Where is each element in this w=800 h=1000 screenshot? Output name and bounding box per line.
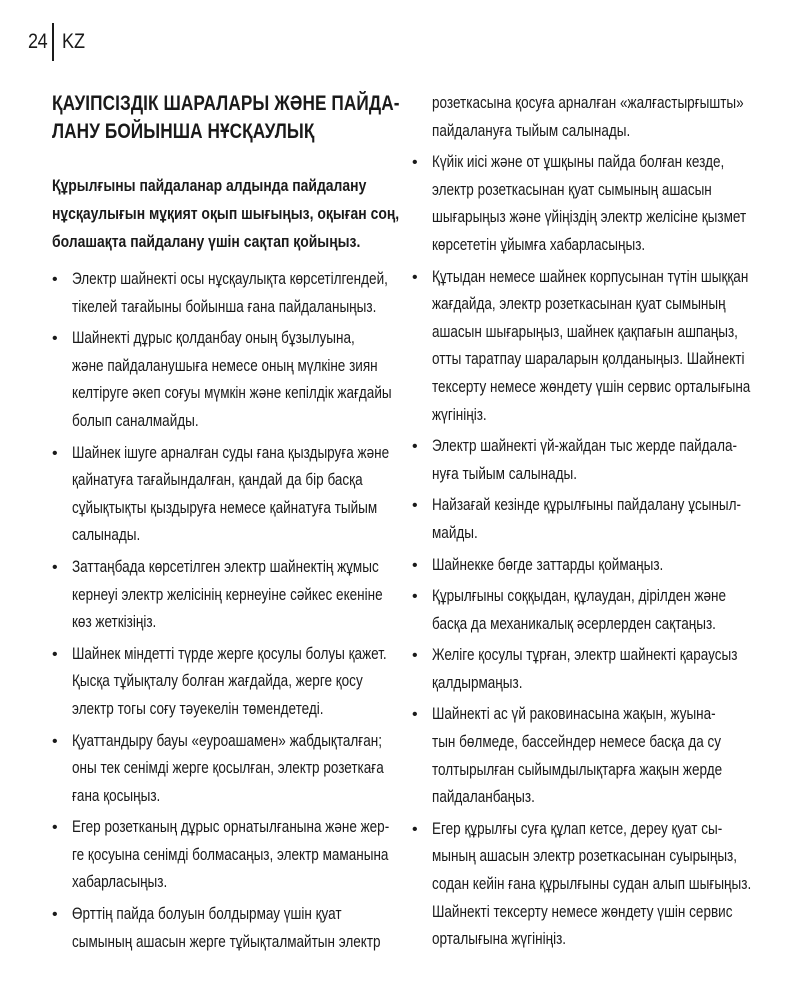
title-line: ҚАУІПСІЗДІК ШАРАЛАРЫ ЖӘНЕ ПАЙДА- <box>52 92 400 115</box>
list-item-line: ге қосуына сенімді болмасаңыз, электр маманына <box>72 845 389 864</box>
list-item-line: Электр шайнекті осы нұсқаулықта көрсетілгендей, <box>72 270 388 288</box>
list-item-line: басқа да механикалық әсерлерден сақтаңыз. <box>432 614 716 633</box>
list-item-line: электр тогы соғу тәуекелін төмендетеді. <box>72 699 324 718</box>
intro-line: Құрылғыны пайдаланар алдында пайдалану <box>52 176 367 195</box>
list-item-line: тын бөлмеде, бассейндер немесе басқа да су <box>432 733 722 752</box>
list-item-line: Шайнекті тексерту немесе жөндету үшін сервис <box>432 902 733 921</box>
list-item-line: Шайнекті дұрыс қолданбау оның бұзылуына, <box>72 329 355 348</box>
list-item-line: Шайнекті ас үй раковинасына жақын, жуына- <box>432 705 716 724</box>
continued-line: пайдалануға тыйым салынады. <box>432 121 631 140</box>
list-item-line: көрсететін ұйымға хабарласыңыз. <box>432 235 646 254</box>
right-column <box>412 90 762 958</box>
list-item <box>412 701 762 811</box>
list-item-line: тікелей тағайыны бойынша ғана пайдаланыңыз. <box>72 297 377 316</box>
list-item-line: электр розеткасынан қуат сымының ашасын <box>432 180 712 199</box>
bullet-icon: • <box>52 444 58 462</box>
list-item-line: пайдаланбаңыз. <box>432 788 535 807</box>
list-item <box>52 641 402 724</box>
bullet-icon: • <box>52 906 58 924</box>
list-item-line: көз жеткізіңіз. <box>72 613 157 632</box>
list-item <box>52 266 402 321</box>
list-item-line: толтырылған сыйымдылықтарға жақын жерде <box>432 760 723 779</box>
list-item-line: сымының ашасын жерге тұйықталмайтын электр <box>72 932 381 951</box>
page-number: 24 <box>28 30 48 53</box>
list-item <box>412 816 762 954</box>
continued-text <box>432 90 762 145</box>
bullet-icon: • <box>412 820 418 838</box>
list-item-line: Электр шайнекті үй-жайдан тыс жерде пайдала- <box>432 437 738 456</box>
list-item <box>412 642 762 697</box>
bullet-icon: • <box>412 154 418 172</box>
list-item-line: сұйықтықты қыздыруға немесе қайнатуға тыйым <box>72 498 378 517</box>
list-item-line: ғана қосыңыз. <box>72 786 161 805</box>
list-item-line: Найзағай кезінде құрылғыны пайдалану ұсыныл- <box>432 496 742 515</box>
continued-line: розеткасына қосуға арналған «жалғастырғышты» <box>432 94 744 112</box>
bullet-icon: • <box>412 438 418 456</box>
list-item-line: Шайнек міндетті түрде жерге қосулы болуы қажет. <box>72 644 387 663</box>
list-item <box>412 264 762 430</box>
bullet-icon: • <box>412 647 418 665</box>
list-item-line: майды. <box>432 523 478 542</box>
bullet-icon: • <box>52 645 58 663</box>
list-item <box>52 554 402 637</box>
title-line: ЛАНУ БОЙЫНША НҰСҚАУЛЫҚ <box>52 120 315 143</box>
section-title <box>52 90 402 146</box>
list-item-line: шығарыңыз және үйіңіздің электр желісіне қызмет <box>432 208 747 227</box>
intro-line: нұсқаулығын мұқият оқып шығыңыз, оқыған соң, <box>52 204 400 223</box>
intro-line: болашақта пайдалану үшін сақтап қойыңыз. <box>52 232 361 251</box>
list-item-line: оны тек сенімді жерге қосылған, электр розеткаға <box>72 759 384 778</box>
list-item <box>412 552 762 580</box>
list-item <box>52 814 402 897</box>
list-item-line: қайнатуға тағайындалған, қандай да бір басқа <box>72 471 363 490</box>
page-header <box>28 22 89 62</box>
list-item <box>52 440 402 550</box>
safety-list-left <box>52 266 402 956</box>
list-item <box>52 901 402 956</box>
list-item-line: ашасын шығарыңыз, шайнек қақпағын ашпаңыз, <box>432 322 738 341</box>
list-item-line: келтіруге әкеп соғуы мүмкін және кепілдік жағдайы <box>72 384 392 403</box>
intro-paragraph <box>52 172 402 256</box>
bullet-icon: • <box>52 819 58 837</box>
list-item-line: Құтыдан немесе шайнек корпусынан түтін шыққан <box>432 267 749 286</box>
list-item-line: қалдырмаңыз. <box>432 673 523 692</box>
list-item-line: мының ашасын электр розеткасынан суырыңыз, <box>432 847 738 866</box>
bullet-icon: • <box>412 588 418 606</box>
list-item-line: Өрттің пайда болуын болдырмау үшін қуат <box>72 905 342 924</box>
list-item-line: болып саналмайды. <box>72 411 199 430</box>
list-item-line: Егер розетканың дұрыс орнатылғанына және жер- <box>72 818 390 837</box>
left-column <box>52 90 402 960</box>
list-item-line: Егер құрылғы суға құлап кетсе, дереу қуат сы- <box>432 819 723 838</box>
list-item-line: Шайнекке бөгде заттарды қоймаңыз. <box>432 555 664 574</box>
list-item-line: Күйік иісі және от ұшқыны пайда болған кезде, <box>432 153 725 172</box>
list-item <box>412 583 762 638</box>
bullet-icon: • <box>52 271 58 288</box>
language-code: KZ <box>62 30 86 53</box>
list-item-line: орталығына жүгініңіз. <box>432 930 567 949</box>
list-item-line: Заттаңбада көрсетілген электр шайнектің жұмыс <box>72 557 379 576</box>
list-item-line: нуға тыйым салынады. <box>432 464 578 483</box>
list-item-line: хабарласыңыз. <box>72 873 168 892</box>
list-item-line: жүгініңіз. <box>432 405 487 424</box>
bullet-icon: • <box>52 558 58 576</box>
header-divider <box>52 23 54 61</box>
list-item-line: салынады. <box>72 526 141 545</box>
list-item <box>412 492 762 547</box>
bullet-icon: • <box>52 732 58 750</box>
list-item-line: тексерту немесе жөндету үшін сервис орталығына <box>432 377 751 396</box>
list-item-line: жағдайда, электр розеткасынан қуат сымының <box>432 295 726 314</box>
bullet-icon: • <box>412 268 418 286</box>
safety-list-right <box>412 149 762 954</box>
list-item-line: Құрылғыны соққыдан, құлаудан, дірілден және <box>432 587 727 606</box>
list-item <box>412 433 762 488</box>
list-item-line: Қуаттандыру бауы «еуроашамен» жабдықталған; <box>72 731 382 750</box>
list-item-line: Қысқа тұйықталу болған жағдайда, жерге қосу <box>72 672 363 691</box>
list-item-line: Шайнек ішуге арналған суды ғана қыздыруға және <box>72 443 390 462</box>
list-item-line: кернеуі электр желісінің кернеуіне сәйкес екеніне <box>72 585 383 604</box>
list-item-line: және пайдаланушыға немесе оның мүлкіне зиян <box>72 356 378 375</box>
list-item-line: Желіге қосулы тұрған, электр шайнекті қараусыз <box>432 646 738 665</box>
list-item-line: содан кейін ғана құрылғыны судан алып шығыңыз. <box>432 875 752 894</box>
list-item-line: отты таратпау шараларын қолданыңыз. Шайнекті <box>432 350 745 369</box>
list-item <box>52 325 402 435</box>
list-item <box>412 149 762 259</box>
list-item <box>52 728 402 811</box>
bullet-icon: • <box>412 706 418 724</box>
bullet-icon: • <box>412 556 418 574</box>
bullet-icon: • <box>412 497 418 515</box>
bullet-icon: • <box>52 330 58 348</box>
